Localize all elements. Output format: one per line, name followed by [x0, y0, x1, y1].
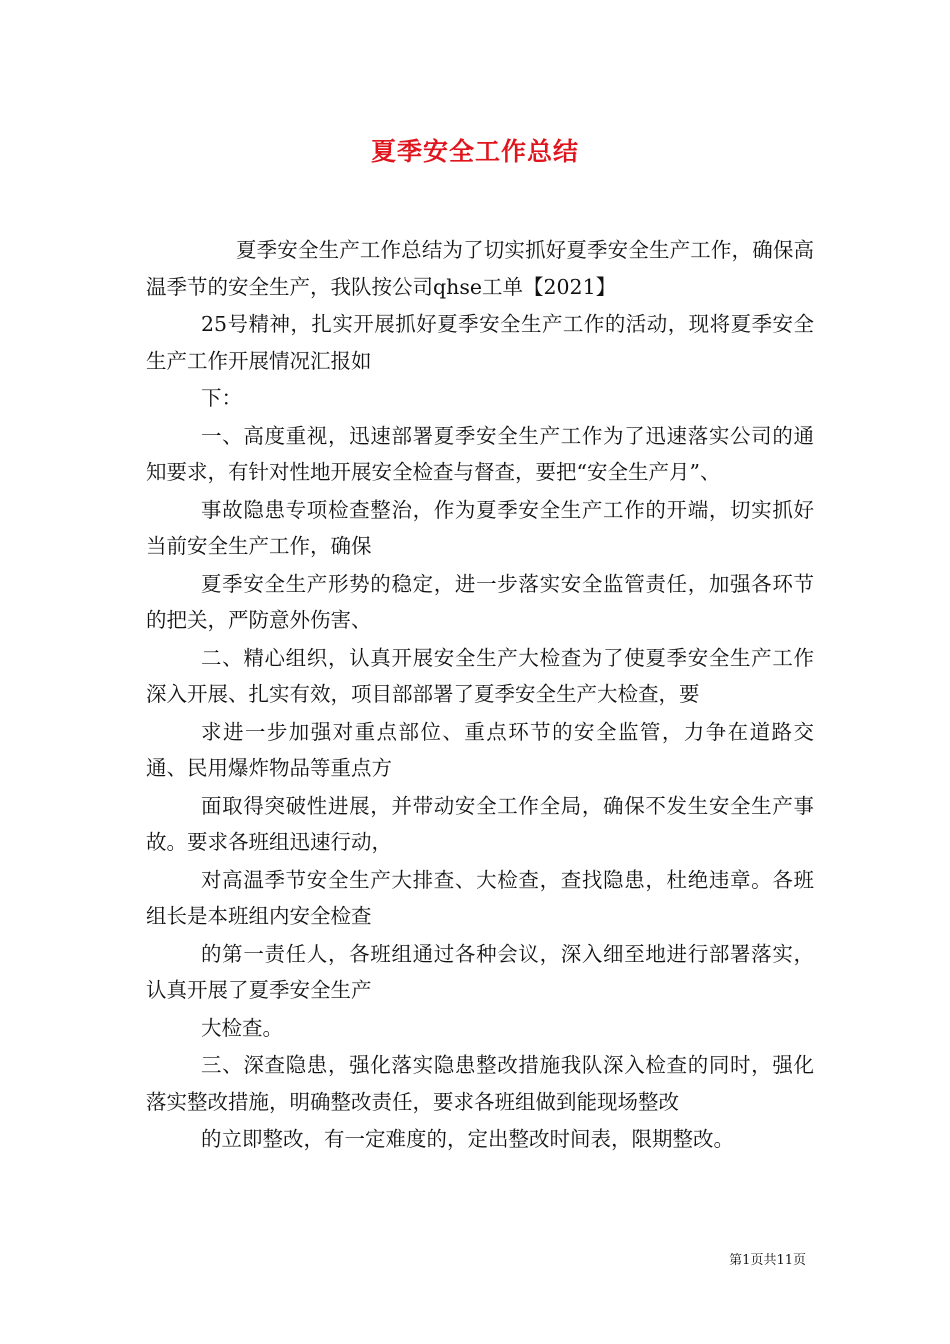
paragraph: 二、精心组织，认真开展安全生产大检查为了使夏季安全生产工作深入开展、扎实有效，项目部部署了夏季安全生产大检查，要: [146, 645, 814, 706]
paragraph: 下：: [201, 386, 242, 410]
paragraph: 面取得突破性进展，并带动安全工作全局，确保不发生安全生产事故。要求各班组迅速行动，: [146, 793, 814, 854]
paragraph: 的第一责任人，各班组通过各种会议，深入细至地进行部署落实，认真开展了夏季安全生产: [146, 941, 814, 1002]
page-number: 第1页共11页: [729, 1253, 806, 1268]
paragraph: 25号精神，扎实开展抓好夏季安全生产工作的活动，现将夏季安全生产工作开展情况汇报如: [146, 312, 814, 373]
document-title: 夏季安全工作总结: [370, 137, 579, 166]
paragraph: 求进一步加强对重点部位、重点环节的安全监管，力争在道路交通、民用爆炸物品等重点方: [146, 719, 814, 780]
paragraph: 的立即整改，有一定难度的，定出整改时间表，限期整改。: [201, 1127, 734, 1151]
document-body: [146, 232, 814, 1159]
paragraph: 三、深查隐患，强化落实隐患整改措施我队深入检查的同时，强化落实整改措施，明确整改责任，要求各班组做到能现场整改: [146, 1053, 814, 1114]
paragraph: 对高温季节安全生产大排查、大检查，查找隐患，杜绝违章。各班组长是本班组内安全检查: [146, 867, 814, 928]
paragraph: 事故隐患专项检查整治，作为夏季安全生产工作的开端，切实抓好当前安全生产工作，确保: [146, 497, 814, 558]
paragraph: 夏季安全生产形势的稳定，进一步落实安全监管责任，加强各环节的把关，严防意外伤害、: [146, 571, 814, 632]
paragraph: 夏季安全生产工作总结为了切实抓好夏季安全生产工作，确保高温季节的安全生产，我队按公司qhse工单【2021】: [146, 238, 814, 299]
paragraph: 一、高度重视，迅速部署夏季安全生产工作为了迅速落实公司的通知要求，有针对性地开展安全检查与督查，要把“安全生产月”、: [146, 423, 814, 484]
paragraph: 大检查。: [201, 1015, 283, 1040]
